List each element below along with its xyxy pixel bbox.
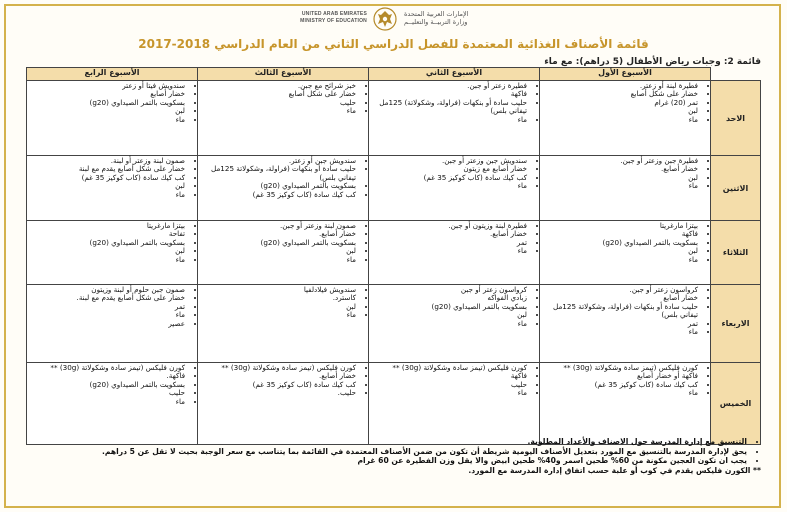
notes-list xyxy=(27,437,761,475)
menu-item: • بسكويت بالتمر الصيداوي (g20) xyxy=(30,99,185,107)
menu-item-list xyxy=(540,156,710,192)
menu-item-list xyxy=(369,81,539,125)
menu-item: • سندويش فيلادلفيا xyxy=(201,286,356,294)
menu-cell xyxy=(540,156,711,221)
menu-cell xyxy=(369,81,540,156)
day-label: الاربعاء xyxy=(711,285,761,363)
menu-item: • فطيرة لبنة وزيتون أو جبن. xyxy=(372,222,527,230)
menu-item-list xyxy=(198,285,368,321)
menu-item-list xyxy=(369,156,539,192)
menu-item-list xyxy=(540,285,710,337)
menu-item: • خضار أصابع مع زيتون xyxy=(372,165,527,173)
menu-cell xyxy=(198,221,369,285)
menu-item: • فاكهة. xyxy=(30,372,185,380)
week-header: الأسبوع الثالث xyxy=(198,68,369,81)
menu-item: • سندويش فيتا أو زعتر xyxy=(30,82,185,90)
menu-item: • لبن xyxy=(201,303,356,311)
org-ar-line2: وزارة التربيــة والتعليــم xyxy=(404,18,468,26)
menu-item: • ماء xyxy=(30,398,185,406)
table-row xyxy=(27,221,761,285)
menu-item-list xyxy=(540,81,710,125)
menu-item: • لبن xyxy=(543,107,698,115)
menu-item: • بسكويت بالتمر الصيداوي (g20) xyxy=(30,381,185,389)
menu-item-list xyxy=(198,81,368,117)
menu-item: • حليب سادة أو بنكهات (فراولة، وشكولاتة 125مل تيفاني بلس) xyxy=(201,165,356,182)
menu-item: • ماء xyxy=(201,107,356,115)
menu-item: • ماء xyxy=(543,389,698,397)
menu-item-list xyxy=(27,81,197,125)
menu-item: • كرواسون زعتر أو جبن xyxy=(372,286,527,294)
menu-item: • تمر xyxy=(372,239,527,247)
menu-item: • خضار على شكل أصابع يقدم مع لبنة. xyxy=(30,294,185,302)
menu-item: • خضار أصابع xyxy=(543,294,698,302)
menu-item: • لبن xyxy=(201,247,356,255)
table-row xyxy=(27,156,761,221)
menu-item: • ماء xyxy=(201,256,356,264)
menu-item: • ماء xyxy=(372,247,527,255)
table-corner-cell xyxy=(711,68,761,81)
menu-item: • صمون جبن حلوم أو لبنة وزيتون xyxy=(30,286,185,294)
table-row xyxy=(27,81,761,156)
menu-item: • ماء xyxy=(372,116,527,124)
menu-item-list xyxy=(540,221,710,265)
menu-item: • فاكهة xyxy=(372,90,527,98)
menu-item-list xyxy=(27,156,197,200)
note-item: • التنسيق مع إدارة المدرسة حول الاصناف والأعداد المطلوبة. xyxy=(27,437,747,447)
menu-item: • حليب xyxy=(30,389,185,397)
day-label: الثلاثاء xyxy=(711,221,761,285)
menu-item: • بيتزا مارغريتا xyxy=(30,222,185,230)
menu-item: • كب كيك سادة (كاب كوكيز 35 غم) xyxy=(201,191,356,199)
menu-item: • ماء xyxy=(372,389,527,397)
menu-cell xyxy=(369,285,540,363)
menu-item: • بسكويت بالتمر الصيداوي (g20) xyxy=(372,303,527,311)
menu-item-list xyxy=(27,221,197,265)
menu-item: • عصير xyxy=(30,320,185,328)
menu-subtitle: قائمة 2: وجبات رياض الأطفال (5 دراهم): مع ماء xyxy=(544,57,761,67)
menu-item: • ماء xyxy=(30,311,185,319)
week-header: الأسبوع الرابع xyxy=(27,68,198,81)
menu-item: • لبن xyxy=(30,247,185,255)
menu-cell xyxy=(369,221,540,285)
menu-item: • فاكهة xyxy=(543,230,698,238)
menu-item-list xyxy=(198,363,368,399)
menu-cell xyxy=(27,221,198,285)
menu-item: • لبن xyxy=(543,247,698,255)
menu-item: • لبن xyxy=(30,107,185,115)
menu-item: • خضار أصابع. xyxy=(201,372,356,380)
header xyxy=(0,6,787,34)
menu-cell xyxy=(27,81,198,156)
menu-item: • بسكويت بالتمر الصيداوي (g20) xyxy=(201,239,356,247)
menu-item: • خضار أصابع xyxy=(30,90,185,98)
menu-item: • خضار على شكل أصابع xyxy=(201,90,356,98)
menu-item-list xyxy=(369,285,539,329)
menu-item: • ماء xyxy=(543,116,698,124)
menu-item: • كورن فليكس (تيمز سادة وشكولاتة (30g) ** xyxy=(30,364,185,372)
menu-item: • فطيرة زعتر أو جبن. xyxy=(372,82,527,90)
menu-item: • فاكهة xyxy=(372,372,527,380)
menu-cell xyxy=(540,363,711,445)
menu-table xyxy=(26,67,761,445)
menu-item: • كب كيك سادة (كاب كوكيز 35 غم) xyxy=(372,174,527,182)
menu-item: • كورن فليكس (تيمز سادة وشكولاتة (30g) ** xyxy=(372,364,527,372)
menu-item: • بسكويت بالتمر الصيداوي (g20) xyxy=(201,182,356,190)
menu-item: • ماء xyxy=(543,328,698,336)
page-title: قائمة الأصناف الغذائية المعتمدة للفصل الدراسي الثاني من العام الدراسي 2018-2017 xyxy=(138,37,649,51)
footnote: ** الكورن فليكس يقدم في كوب أو علبة حسب اتفاق إدارة المدرسة مع المورد. xyxy=(468,465,761,475)
menu-item: • ماء xyxy=(201,311,356,319)
menu-item: • لبن xyxy=(30,182,185,190)
menu-item: • كرواسون زعتر أو جبن. xyxy=(543,286,698,294)
menu-item: • كب كيك سادة (كاب كوكيز 35 غم) xyxy=(201,381,356,389)
week-header: الأسبوع الأول xyxy=(540,68,711,81)
menu-item: • حليب سادة أو بنكهات (فراولة، وشكولاتة) 125مل تيفاني بلس) xyxy=(372,99,527,116)
menu-item: • سندويش جبن أو زعتر. xyxy=(201,157,356,165)
menu-item: • سندويش جبن وزعتر أو جبن. xyxy=(372,157,527,165)
menu-item: • ماء xyxy=(372,320,527,328)
menu-item: • ماء xyxy=(372,182,527,190)
menu-item: • بسكويت بالتمر الصيداوي (g20) xyxy=(543,239,698,247)
menu-item: • فطيرة لبنة أو زعتر. xyxy=(543,82,698,90)
menu-item: • تمر xyxy=(543,320,698,328)
note-item: • يجب ان تكون العجين مكونة من 60% طحين اسمر و40% طحين ابيض والا يقل وزن الفطيرة عن 60 غرام xyxy=(27,456,747,466)
org-en-line2: MINISTRY OF EDUCATION xyxy=(300,18,367,24)
menu-item: • خضار أصابع. xyxy=(372,230,527,238)
menu-item: • لبن xyxy=(543,174,698,182)
menu-item: • ماء xyxy=(543,256,698,264)
menu-item: • حليب xyxy=(372,381,527,389)
day-label: الاحد xyxy=(711,81,761,156)
menu-item: • ماء xyxy=(543,182,698,190)
menu-item: • تمر (20) غرام xyxy=(543,99,698,107)
menu-item: • كاسترد. xyxy=(201,294,356,302)
menu-cell xyxy=(540,221,711,285)
menu-cell xyxy=(540,81,711,156)
table-row xyxy=(27,285,761,363)
notes-section xyxy=(27,437,761,475)
menu-cell xyxy=(198,81,369,156)
menu-cell xyxy=(369,156,540,221)
menu-item: • كورن فليكس (تيمز سادة وشكولاتة (30g) ** xyxy=(201,364,356,372)
day-label: الاثنين xyxy=(711,156,761,221)
menu-item: • فطيرة جبن وزعتر أو جبن. xyxy=(543,157,698,165)
menu-item: • لبن xyxy=(372,311,527,319)
menu-item: • خضار أصابع. xyxy=(543,165,698,173)
menu-item: • بسكويت بالتمر الصيداوي (g20) xyxy=(30,239,185,247)
menu-item-list xyxy=(27,363,197,407)
menu-item: • حليب سادة أو بنكهات (فراولة، وشكولاتة 125مل تيفاني بلس) xyxy=(543,303,698,320)
org-name-english xyxy=(262,11,367,25)
table-body xyxy=(27,81,761,445)
menu-item: • ماء xyxy=(30,191,185,199)
menu-item-list xyxy=(369,221,539,257)
menu-item: • كب كيك سادة (كاب كوكيز 35 غم) xyxy=(543,381,698,389)
menu-item-list xyxy=(198,156,368,200)
menu-item: • تفاحة xyxy=(30,230,185,238)
menu-item: • تمر xyxy=(30,303,185,311)
menu-item: • حليب xyxy=(201,99,356,107)
menu-item: • كب كيك سادة (كاب كوكيز 35 غم) xyxy=(30,174,185,182)
menu-item-list xyxy=(540,363,710,399)
menu-item: • صمون لبنة وزعتر أو جبن. xyxy=(201,222,356,230)
menu-item: • خبز شرائح مع جبن. xyxy=(201,82,356,90)
table-row xyxy=(27,363,761,445)
menu-cell xyxy=(27,285,198,363)
menu-item: • كورن فليكس (تيمز سادة وشكولاتة (30g) ** xyxy=(543,364,698,372)
org-ar-line1: الإمارات العربية المتحدة xyxy=(404,10,469,18)
menu-cell xyxy=(540,285,711,363)
week-header: الأسبوع الثاني xyxy=(369,68,540,81)
menu-item: • زبادي الفواكه xyxy=(372,294,527,302)
emblem-logo-icon xyxy=(372,6,398,32)
menu-item: • فاكهة أو خضار أصابع xyxy=(543,372,698,380)
menu-item: • بيتزا مارغريتا xyxy=(543,222,698,230)
menu-cell xyxy=(198,285,369,363)
menu-cell xyxy=(369,363,540,445)
menu-item: • حليب. xyxy=(201,389,356,397)
org-name-arabic xyxy=(404,10,519,26)
menu-item: • ماء xyxy=(30,256,185,264)
menu-item-list xyxy=(369,363,539,399)
org-en-line1: UNITED ARAB EMIRATES xyxy=(301,11,367,17)
menu-item: • خضار على شكل أصابع يقدم مع لبنة xyxy=(30,165,185,173)
menu-cell xyxy=(198,363,369,445)
menu-item: • صمون لبنة وزعتر أو لبنة. xyxy=(30,157,185,165)
menu-cell xyxy=(27,363,198,445)
menu-item-list xyxy=(27,285,197,329)
menu-cell xyxy=(198,156,369,221)
day-label: الخميس xyxy=(711,363,761,445)
table-header-row xyxy=(27,68,761,81)
menu-item: • خضار أصابع. xyxy=(201,230,356,238)
menu-cell xyxy=(27,156,198,221)
menu-item: • خضار على شكل أصابع xyxy=(543,90,698,98)
menu-item: • ماء xyxy=(30,116,185,124)
menu-item-list xyxy=(198,221,368,265)
note-item: • يحق لإدارة المدرسة بالتنسيق مع المورد بتعديل الأصناف اليومية شريطة أن تكون من ضمن الأصناف المعتمدة في القائمة بما يتناسب مع سعر الوجبة بحيث لا تقل عن 5 دراهم. xyxy=(27,447,747,457)
